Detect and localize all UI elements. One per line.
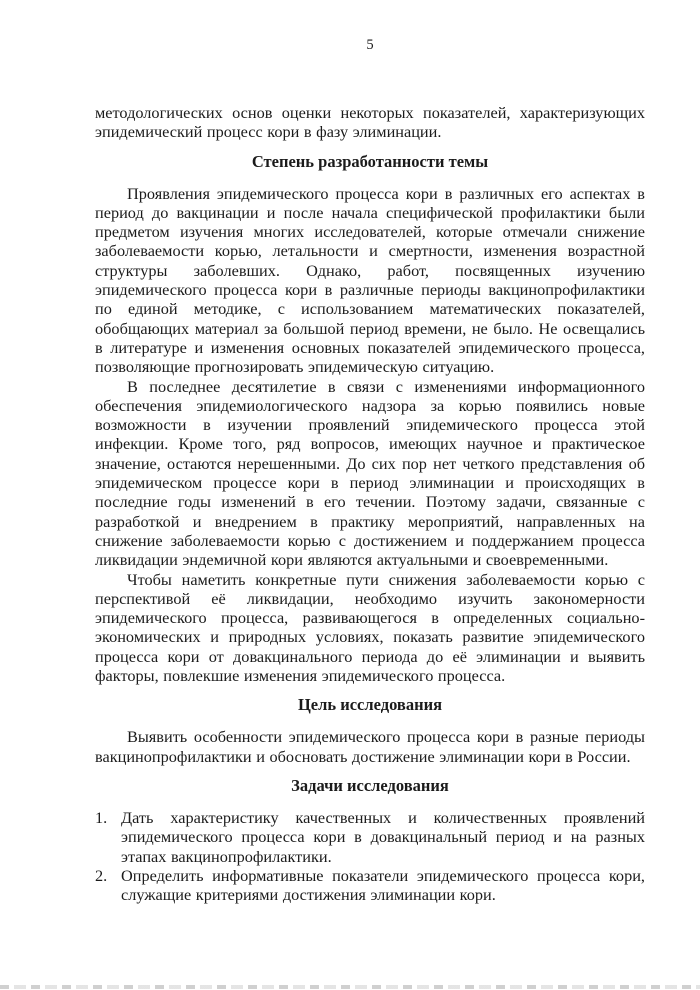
task-item-2-number: 2. — [95, 865, 108, 885]
intro-paragraph: методологических основ оценки некоторых показателей, характеризующих эпидемический процесс кори в фазу элиминации. — [95, 103, 645, 142]
scan-artifact — [0, 985, 700, 989]
degree-paragraph-3: Чтобы наметить конкретные пути снижения заболеваемости корью с перспективой её ликвидации, необходимо изучить закономерности эпидемического процесса, развивающегося в определенных социально-экономических и природных условиях, показать развитие эпидемического процесса кори от довакцинального периода до её элиминации и выявить факторы, повлекшие изменения эпидемического процесса. — [95, 569, 645, 686]
task-item-1 — [95, 808, 645, 866]
task-item-1-text: Дать характеристику качественных и количественных проявлений эпидемического процесса кори в довакцинальный период и на разных этапах вакцинопрофилактики. — [121, 807, 645, 866]
task-item-2 — [95, 866, 645, 905]
degree-paragraph-1: Проявления эпидемического процесса кори в различных его аспектах в период до вакцинации и после начала специфической профилактики были предметом изучения многих исследователей, которые отмечали снижение заболеваемости корью, летальности и смертности, изменения возрастной структуры заболевших. Однако, работ, посвященных изучению эпидемического процесса кори в различные периоды вакцинопрофилактики по единой методике, с использованием математических показателей, обобщающих материал за большой период времени, не было. Не освещались в литературе и изменения основных показателей эпидемического процесса, позволяющие прогнозировать эпидемическую ситуацию. — [95, 183, 645, 377]
task-item-1-number: 1. — [95, 807, 108, 827]
page-number: 5 — [366, 37, 374, 53]
goal-paragraph: Выявить особенности эпидемического процесса кори в разные периоды вакцинопрофилактики и обосновать достижение элиминации кори в России. — [95, 727, 645, 766]
task-list — [95, 808, 645, 904]
section-heading-tasks: Задачи исследования — [291, 775, 449, 795]
section-heading-goal: Цель исследования — [297, 695, 443, 715]
section-heading-degree: Степень разработанности темы — [251, 151, 489, 171]
degree-paragraph-2: В последнее десятилетие в связи с изменениями информационного обеспечения эпидемиологического надзора за корью появились новые возможности в изучении проявлений эпидемического процесса этой инфекции. Кроме того, ряд вопросов, имеющих научное и практическое значение, остаются нерешенными. До сих пор нет четкого представления об эпидемическом процессе кори в период элиминации и происходящих в последние годы изменений в его течении. Поэтому задачи, связанные с разработкой и внедрением в практику мероприятий, направленных на снижение заболеваемости корью с достижением и поддержанием процесса ликвидации эндемичной кори являются актуальными и своевременными. — [95, 376, 645, 570]
task-item-2-text: Определить информативные показатели эпидемического процесса кори, служащие критериями достижения элиминации кори. — [121, 865, 645, 905]
